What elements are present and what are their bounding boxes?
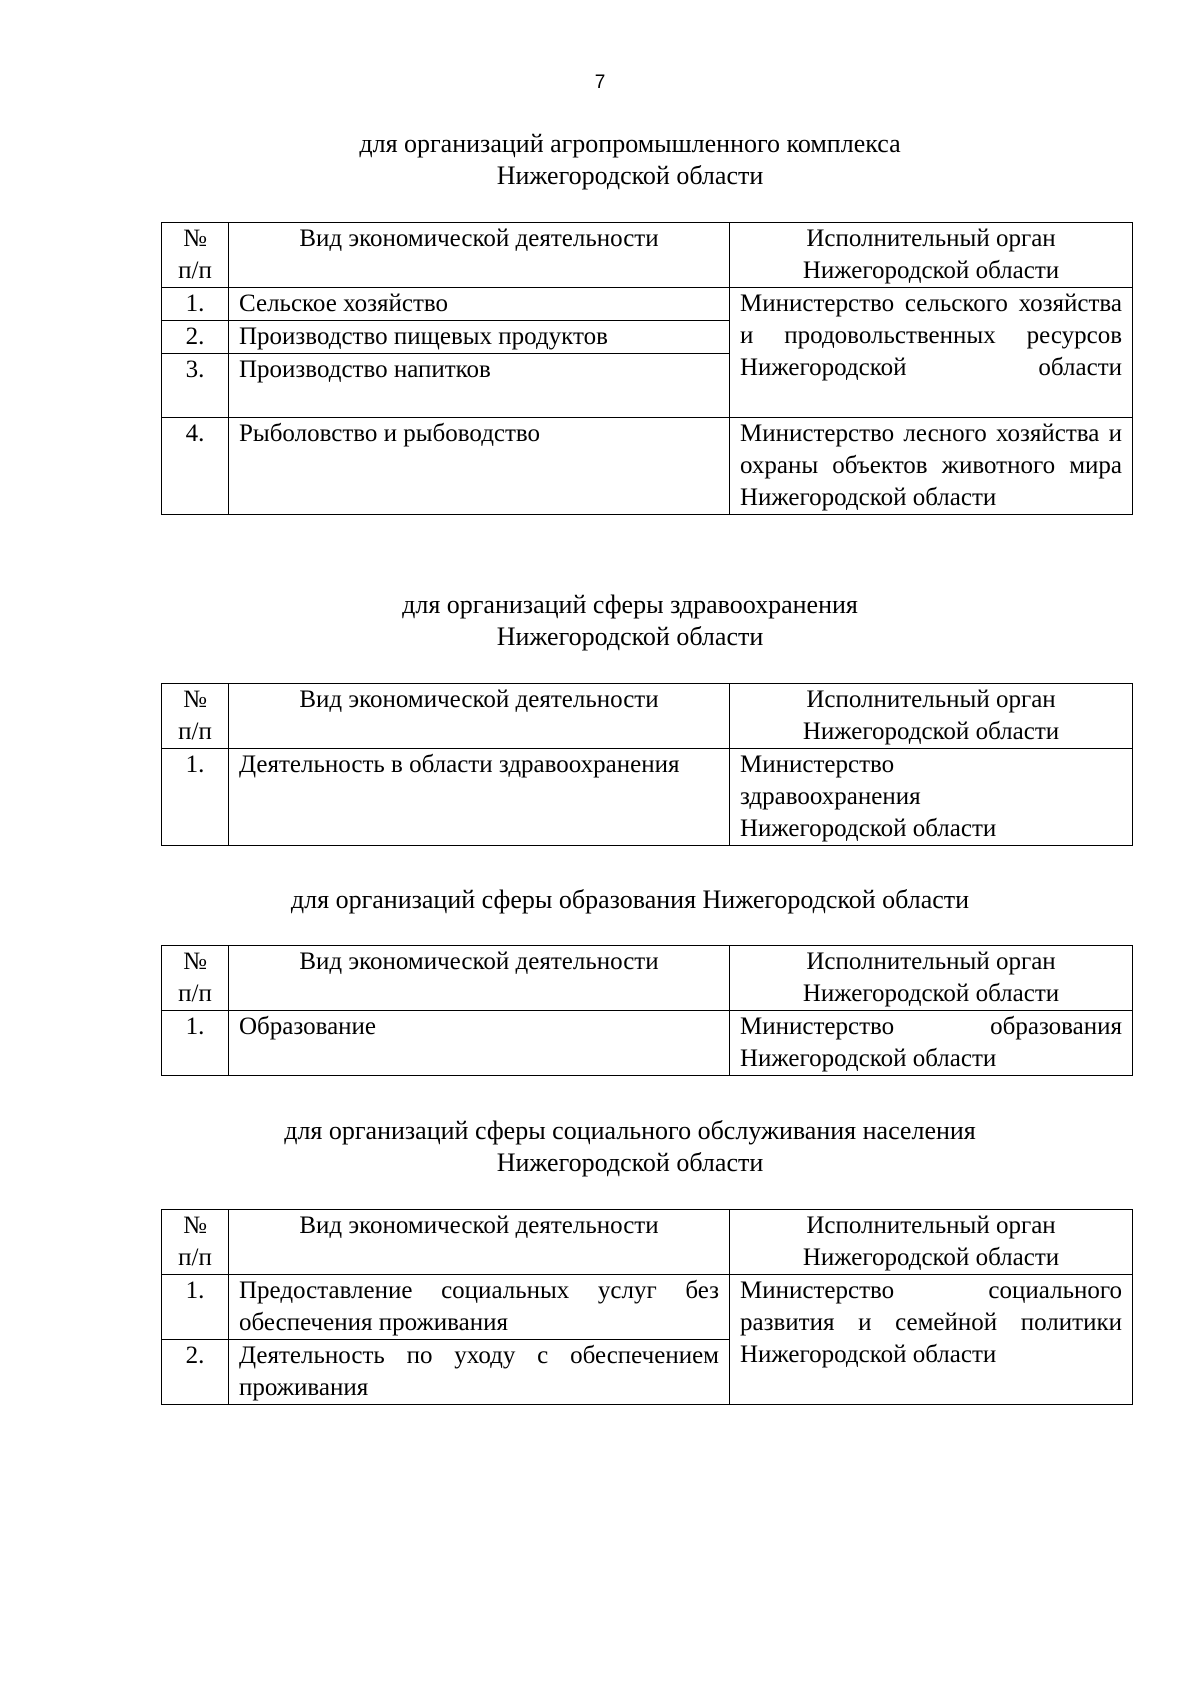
row-activity: Образование (229, 1011, 730, 1076)
row-num: 1. (162, 288, 229, 321)
heading-line: Нижегородской области (496, 1148, 764, 1177)
table-header-row (162, 223, 1133, 288)
table-header-row (162, 946, 1133, 1011)
header-organ-cell: Исполнительный орган Нижегородской области (730, 223, 1133, 288)
row-activity: Сельское хозяйство (229, 288, 730, 321)
header-activity-cell: Вид экономической деятельности (229, 946, 730, 1011)
row-num: 2. (162, 321, 229, 354)
table-row (162, 749, 1133, 846)
row-organ: Министерство социального развития и семейной политики Нижегородской области (730, 1275, 1133, 1405)
table-social (161, 1209, 1133, 1405)
header-activity-cell: Вид экономической деятельности (229, 684, 730, 749)
header-organ-cell: Исполнительный орган Нижегородской области (730, 946, 1133, 1011)
row-organ: Министерство сельского хозяйства и продовольственных ресурсов Нижегородской области (730, 288, 1133, 418)
row-activity: Производство пищевых продуктов (229, 321, 730, 354)
heading-line: Нижегородской области (496, 622, 764, 651)
header-organ-cell: Исполнительный орган Нижегородской области (730, 1210, 1133, 1275)
row-activity: Деятельность в области здравоохранения (229, 749, 730, 846)
section-heading-education (160, 884, 1100, 916)
table-education (161, 945, 1133, 1076)
heading-line: для организаций сферы образования Нижегородской области (290, 885, 970, 914)
row-num: 4. (162, 418, 229, 515)
row-activity: Рыболовство и рыбоводство (229, 418, 730, 515)
section-heading-health (160, 589, 1100, 653)
header-activity-cell: Вид экономической деятельности (229, 1210, 730, 1275)
page-number: 7 (594, 72, 606, 93)
heading-line: Нижегородской области (496, 161, 764, 190)
row-num: 2. (162, 1340, 229, 1405)
table-row (162, 1275, 1133, 1340)
row-num: 1. (162, 749, 229, 846)
header-num-cell: № п/п (162, 223, 229, 288)
header-num-cell: № п/п (162, 1210, 229, 1275)
row-activity: Предоставление социальных услуг без обеспечения проживания (229, 1275, 730, 1340)
header-organ-cell: Исполнительный орган Нижегородской области (730, 684, 1133, 749)
header-num-cell: № п/п (162, 684, 229, 749)
table-row (162, 418, 1133, 515)
heading-line: для организаций сферы здравоохранения (402, 590, 858, 619)
table-health (161, 683, 1133, 846)
row-num: 1. (162, 1011, 229, 1076)
row-organ: Министерство образования Нижегородской области (730, 1011, 1133, 1076)
header-activity-cell: Вид экономической деятельности (229, 223, 730, 288)
table-row (162, 288, 1133, 321)
heading-line: для организаций агропромышленного комплекса (359, 129, 901, 158)
row-activity: Производство напитков (229, 354, 730, 418)
row-num: 3. (162, 354, 229, 418)
table-header-row (162, 684, 1133, 749)
row-organ: Министерство здравоохранения Нижегородской области (730, 749, 1133, 846)
heading-line: для организаций сферы социального обслуживания населения (284, 1116, 976, 1145)
header-num-cell: № п/п (162, 946, 229, 1011)
table-header-row (162, 1210, 1133, 1275)
table-row (162, 1011, 1133, 1076)
row-num: 1. (162, 1275, 229, 1340)
section-heading-social (160, 1115, 1100, 1179)
row-activity: Деятельность по уходу с обеспечением проживания (229, 1340, 730, 1405)
row-organ: Министерство лесного хозяйства и охраны объектов животного мира Нижегородской области (730, 418, 1133, 515)
section-heading-agro (160, 128, 1100, 192)
table-agro (161, 222, 1133, 515)
